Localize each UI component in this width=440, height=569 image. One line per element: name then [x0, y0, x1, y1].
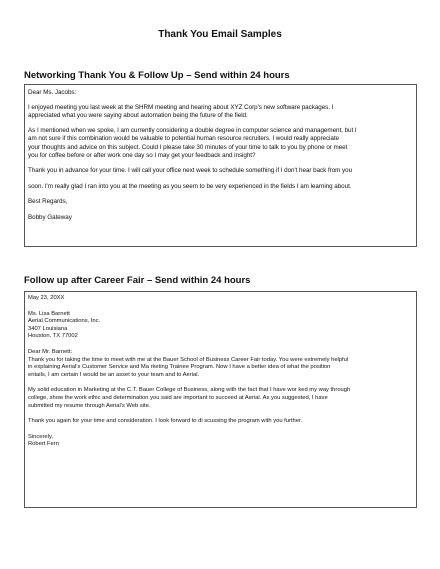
- letter-paragraph-line: college, show the work ethic and determination you said are important to succeed at Aerial. As you suggested, I have: [28, 394, 328, 401]
- address-line: Houston, TX 77002: [28, 333, 78, 340]
- letter-paragraph-line: entails, I am certain I would be an asset to your team and to Aerial.: [28, 371, 200, 378]
- email-closing: Sincerely,: [28, 433, 54, 440]
- section-heading-networking: Networking Thank You & Follow Up – Send within 24 hours: [24, 70, 290, 81]
- email-paragraph-line: As I mentioned when we spoke, I am currently considering a double degree in computer science and management, but I: [28, 126, 357, 134]
- address-line: 3407 Louisiana: [28, 325, 68, 332]
- email-greeting: Dear Mr. Barnett:: [28, 348, 73, 355]
- email-sample-career-fair: [24, 291, 417, 508]
- email-paragraph-line: soon. I'm really glad I ran into you at the meeting as you seem to be very experienced in the fields I am learning about.: [28, 183, 352, 190]
- letter-paragraph-line: My solid education in Marketing at the C.T. Bauer College of Business, along with the fact that I have wor ked my way through: [28, 387, 351, 394]
- letter-paragraph-line: submitted my resume through Aerial's Web site.: [28, 402, 151, 409]
- address-line: Aerial Communications, Inc.: [28, 318, 101, 325]
- section-heading-career-fair: Follow up after Career Fair – Send within 24 hours: [24, 275, 251, 286]
- letter-paragraph-line: in explaining Aerial's Customer Service and Ma rketing Trainee Program. Now I have a better idea of what the position: [28, 364, 331, 371]
- email-paragraph-line: am not sure if this combination would be valuable to potential human resource recruiters. I would really appreciate: [28, 135, 340, 142]
- letter-paragraph-line: Thank you again for your time and consideration. I look forward to di scussing the program with you further.: [28, 418, 303, 425]
- letter-date: May 23, 20XX: [28, 295, 65, 301]
- email-paragraph-line: I enjoyed meeting you last week at the SHRM meeting and hearing about XYZ Corp's new software packages. I: [28, 103, 334, 111]
- email-greeting: Dear Ms. Jacobs:: [28, 89, 77, 96]
- email-paragraph-line: you for coffee before or after work one day so I may get your feedback and insight?: [28, 152, 256, 159]
- email-paragraph-line: your thoughts and advice on this subject. Could I please take 30 minutes of your time to talk to you by phone or meet: [28, 143, 348, 151]
- email-sample-networking: [24, 84, 417, 247]
- email-closing: Best Regards,: [28, 197, 68, 205]
- email-paragraph-line: appreciated what you were saying about automation being the future of the field.: [28, 112, 248, 119]
- letter-paragraph-line: Thank you for taking the time to meet with me at the Bauer School of Business Career Fair today. You were extremely helpful: [28, 356, 349, 363]
- email-signature: Bobby Gateway: [28, 214, 72, 221]
- email-signature: Robert Fern: [28, 441, 59, 448]
- address-line: Ms. Lisa Barnett: [28, 310, 70, 317]
- page-title: Thank You Email Samples: [158, 29, 282, 40]
- email-paragraph-line: Thank you in advance for your time. I will call your office next week to schedule something if I don't hear back from you: [28, 166, 353, 174]
